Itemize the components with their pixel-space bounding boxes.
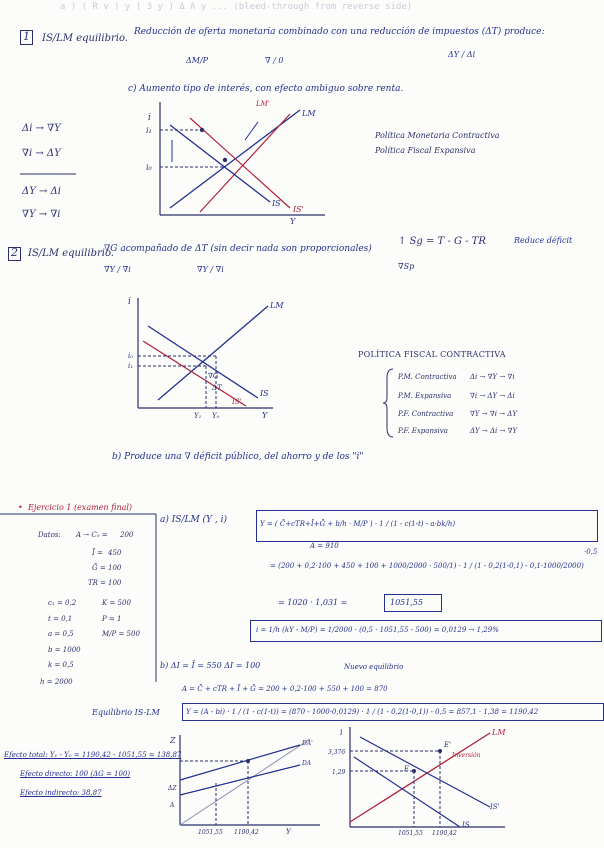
line-a: A = C̄ + cTR + Ī + Ḡ = 200 + 0,2·100 + 550 + 100 = 870 <box>182 685 388 693</box>
da-a: A <box>170 802 175 809</box>
section-2-statement: ∇G acompañado de ΔT (sin decir nada son proporcionales) <box>104 244 372 254</box>
graph1-x-axis: Y <box>290 217 296 226</box>
da-x1: 1051,55 <box>198 829 223 836</box>
graph2-is: IS <box>260 389 269 398</box>
policy-line-1: Política Monetaria Contractiva <box>375 131 500 140</box>
section-1-statement: Reducción de oferta monetaria combinado con una reducción de impuestos (ΔT) produce: <box>134 27 545 37</box>
graph1-i0: i₀ <box>146 163 152 172</box>
section-2-sub-2: ∇Y / ∇i <box>197 265 224 274</box>
da-x-axis: Y <box>286 828 291 836</box>
graph2-y-axis: i <box>128 297 131 307</box>
fiscal-row-2-right: ∇i → ΔY → Δi <box>470 392 515 400</box>
fiscal-policy-title: POLÍTICA FISCAL CONTRACTIVA <box>358 350 506 359</box>
data-5-v: P = 1 <box>102 615 122 623</box>
fiscal-row-1-right: Δi → ∇Y → ∇i <box>470 373 515 381</box>
equilibrium-label: Equilibrio IS-LM <box>92 708 160 717</box>
g3-is-prime: IS' <box>490 803 500 811</box>
effects-total: Efecto total: Y₁ - Y₀ = 1190,42 - 1051,55 = 138,87 <box>4 751 182 759</box>
data-0-k: A → C₀ = <box>76 531 108 539</box>
graph2-dt: ΔT <box>212 384 222 392</box>
data-3-k: TR = <box>88 579 107 587</box>
graph2-x-axis: Y <box>262 411 268 420</box>
fiscal-row-3-left: P.F. Contractiva <box>398 410 454 418</box>
fiscal-row-4-right: ΔY → Δi → ∇Y <box>470 427 518 435</box>
y-result: 1051,55 <box>390 598 424 607</box>
policy-line-2: Política Fiscal Expansiva <box>375 146 476 155</box>
da-graph <box>170 735 330 835</box>
part-b-label: b) ΔI = Ī = 550 ΔI = 100 <box>160 661 261 670</box>
exercise-bullet: • <box>18 503 23 512</box>
savings-equation: ↑ Sg = T - G - TR <box>398 236 486 247</box>
fiscal-row-2-left: P.M. Expansiva <box>398 392 452 400</box>
graph2-is-prime: IS' <box>232 398 242 406</box>
graph2-i0: i₀ <box>128 352 134 360</box>
line-3: = 1020 · 1,031 = <box>278 598 348 607</box>
data-0-v: 200 <box>120 531 134 539</box>
g3-i0: 1,29 <box>332 769 346 776</box>
section-2-item-b: b) Produce una ∇ déficit público, del ahorro y de los "i" <box>112 452 364 462</box>
da-prime-label: DA' <box>302 740 313 747</box>
eq-i: i = 1/h (kY - M/P) = 1/2000 · (0,5 · 1051,55 - 500) = 0,0129 → 1,29% <box>256 626 499 634</box>
g3-note: Inversión <box>452 752 481 759</box>
deficit-note: Reduce déficit <box>514 236 573 245</box>
data-4-v: K = 500 <box>102 599 131 607</box>
fiscal-row-4-left: P.F. Expansiva <box>398 427 448 435</box>
islm-graph-1 <box>146 100 330 226</box>
effects-divider <box>20 172 80 176</box>
effect-4: ∇Y → ∇i <box>22 209 61 220</box>
data-7-k: b = 1000 <box>48 646 81 654</box>
graph1-y-axis: i <box>148 113 151 123</box>
g3-y-axis: i <box>340 728 343 737</box>
graph1-i1: i₁ <box>146 126 152 135</box>
graph1-lm-prime: LM' <box>256 100 270 108</box>
section-1-heading: IS/LM equilibrio. <box>42 33 128 44</box>
g3-lm: LM <box>492 728 506 737</box>
section-2-sub-1: ∇Y / ∇i <box>104 265 131 274</box>
graph2-y0: Y₀ <box>212 412 220 420</box>
data-1-v: 450 <box>108 549 122 557</box>
section-1-sub-left: ΔM/P <box>186 56 209 65</box>
effect-indirect: Efecto indirecto: 38,87 <box>20 789 102 797</box>
part-a-label: a) IS/LM (Y , i) <box>160 515 227 525</box>
data-6-k: a = 0,5 <box>48 630 74 638</box>
da-y-axis: Z <box>170 736 176 745</box>
eq-sub: A = 910 <box>310 542 339 550</box>
g3-is: IS <box>462 821 470 829</box>
data-5-k: t = 0,1 <box>48 615 73 623</box>
data-label: Datos: <box>38 531 61 539</box>
g3-e: E <box>404 765 410 773</box>
da-label: DA <box>302 760 312 767</box>
effect-direct: Efecto directo: 100 (ΔG = 100) <box>20 770 131 778</box>
graph2-lm: LM <box>270 301 284 310</box>
data-4-k: c₁ = 0,2 <box>48 599 77 607</box>
graph2-i1: i₁ <box>128 362 134 370</box>
data-2-k: Ḡ = <box>92 564 106 572</box>
line-2: = (200 + 0,2·100 + 450 + 100 + 1000/2000 · 500/1) · 1 / (1 - 0,2(1-0,1) - 0,1·1000/2000) <box>270 562 584 570</box>
fiscal-row-1-left: P.M. Contractiva <box>398 373 457 381</box>
line-2b: ·0,5 <box>584 548 598 556</box>
data-8-k: k = 0,5 <box>48 661 74 669</box>
section-2-heading: IS/LM equilibrio. <box>28 248 114 259</box>
section-1-item-c: c) Aumento tipo de interés, con efecto ambiguo sobre renta. <box>128 84 404 94</box>
g3-x1: 1051,55 <box>398 830 423 837</box>
da-dz: ΔZ <box>168 785 177 792</box>
data-3-v: 100 <box>108 579 122 587</box>
graph1-lm: LM <box>302 109 316 118</box>
section-2-number: 2 <box>11 246 18 259</box>
part-b-note: Nuevo equilibrio <box>344 663 404 671</box>
effect-1: Δi → ∇Y <box>22 123 61 134</box>
data-6-v: M/P = 500 <box>102 630 140 638</box>
section-1-sub-right: ΔY / Δi <box>448 50 476 59</box>
graph2-y1: Y₁ <box>194 412 202 420</box>
graph2-dg: ∇G <box>208 372 219 380</box>
g3-e-prime: E' <box>444 741 452 749</box>
g3-i1: 3,376 <box>328 749 346 756</box>
graph1-is-prime: IS' <box>293 205 304 214</box>
fiscal-brace <box>385 368 395 438</box>
data-1-k: Ī = <box>92 549 103 557</box>
graph1-is: IS <box>272 199 281 208</box>
eq-y: Y = ( C̄+cTR+Ī+Ḡ + b/h · M/P ) · 1 / (1 - c(1-t) - a·bk/h) <box>260 520 456 528</box>
da-x2: 1190,42 <box>234 829 259 836</box>
g3-x2: 1190,42 <box>432 830 457 837</box>
savings-sub: ∇Sp <box>398 262 415 271</box>
effect-3: ΔY → Δi <box>22 186 61 197</box>
line-y2: Y = (A - bi) · 1 / (1 - c(1-t)) = (870 - 1000·0,0129) · 1 / (1 - 0,2(1-0,1)) - 0,5 = 857,1 · 1,38 = 1190,42 <box>186 708 539 716</box>
exercise-title: Ejercicio 1 (examen final) <box>28 503 133 512</box>
section-1-number: 1 <box>23 30 30 43</box>
islm-graph-2 <box>128 296 284 420</box>
data-2-v: 100 <box>108 564 122 572</box>
data-9-k: h = 2000 <box>40 678 73 686</box>
bleed-through-text: a ) ( R v ) y ( 3 y ) Δ A y ... (bleed-through from reverse side) <box>60 2 413 12</box>
data-box <box>0 500 160 684</box>
islm-graph-3 <box>328 727 510 837</box>
section-1-sub-mid: ∇ / 0 <box>265 56 284 65</box>
effect-2: ∇i → ΔY <box>22 148 61 159</box>
fiscal-row-3-right: ∇Y → ∇i → ΔY <box>470 410 517 418</box>
